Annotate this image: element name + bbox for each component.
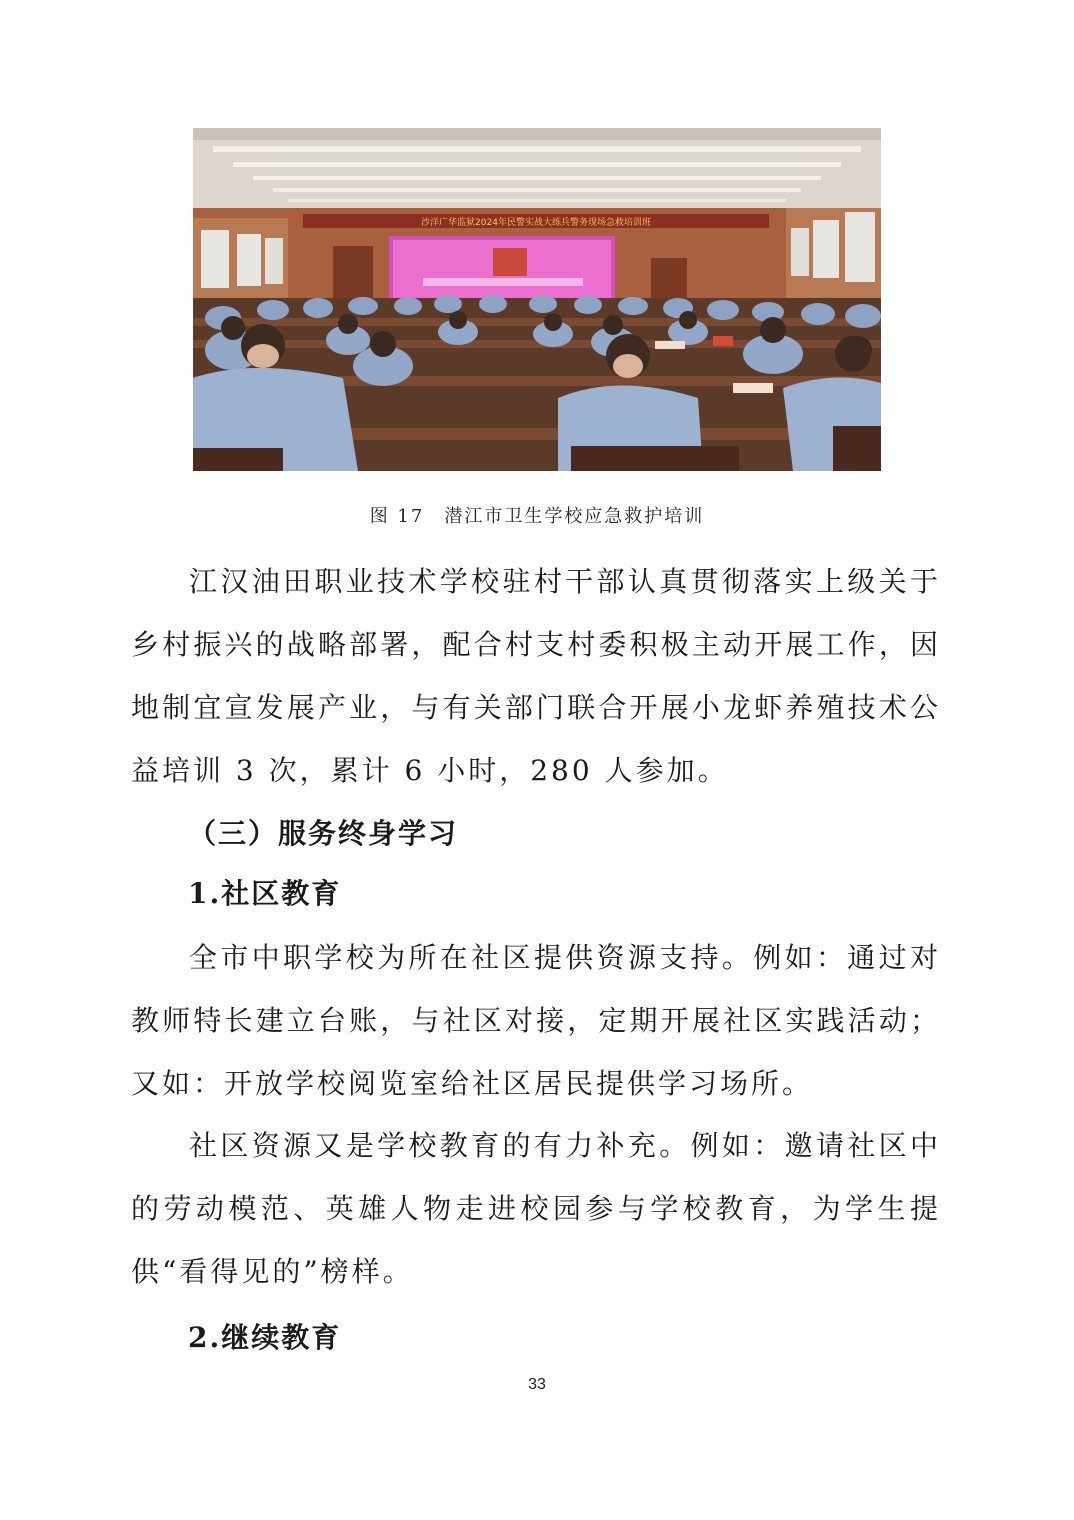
banner-text: 沙洋广华监狱2024年民警实战大练兵警务现场急救培训班 — [421, 218, 651, 228]
paragraph-oilfield: 江汉油田职业技术学校驻村干部认真贯彻落实上级关于乡村振兴的战略部署，配合村支村委积极主动开展工作，因地制宜宣发展产业，与有关部门联合开展小龙虾养殖技术公益培训 3 次，累计 6 小时，280 人参加。 — [131, 565, 941, 787]
section-heading: （三）服务终身学习 — [188, 817, 459, 850]
subheading-continuing-education: 2.继续教育 — [188, 1321, 342, 1354]
page-number: 33 — [528, 1376, 546, 1393]
paragraph-community-resources: 社区资源又是学校教育的有力补充。例如：邀请社区中的劳动模范、英雄人物走进校园参与学校教育，为学生提供“看得见的”榜样。 — [131, 1129, 941, 1288]
paragraph-community-support: 全市中职学校为所在社区提供资源支持。例如：通过对教师特长建立台账，与社区对接，定期开展社区实践活动；又如：开放学校阅览室给社区居民提供学习场所。 — [131, 941, 941, 1100]
figure-caption: 图 17 潜江市卫生学校应急救护培训 — [369, 506, 705, 527]
training-photo — [193, 128, 881, 471]
subheading-community-education: 1.社区教育 — [188, 877, 342, 910]
